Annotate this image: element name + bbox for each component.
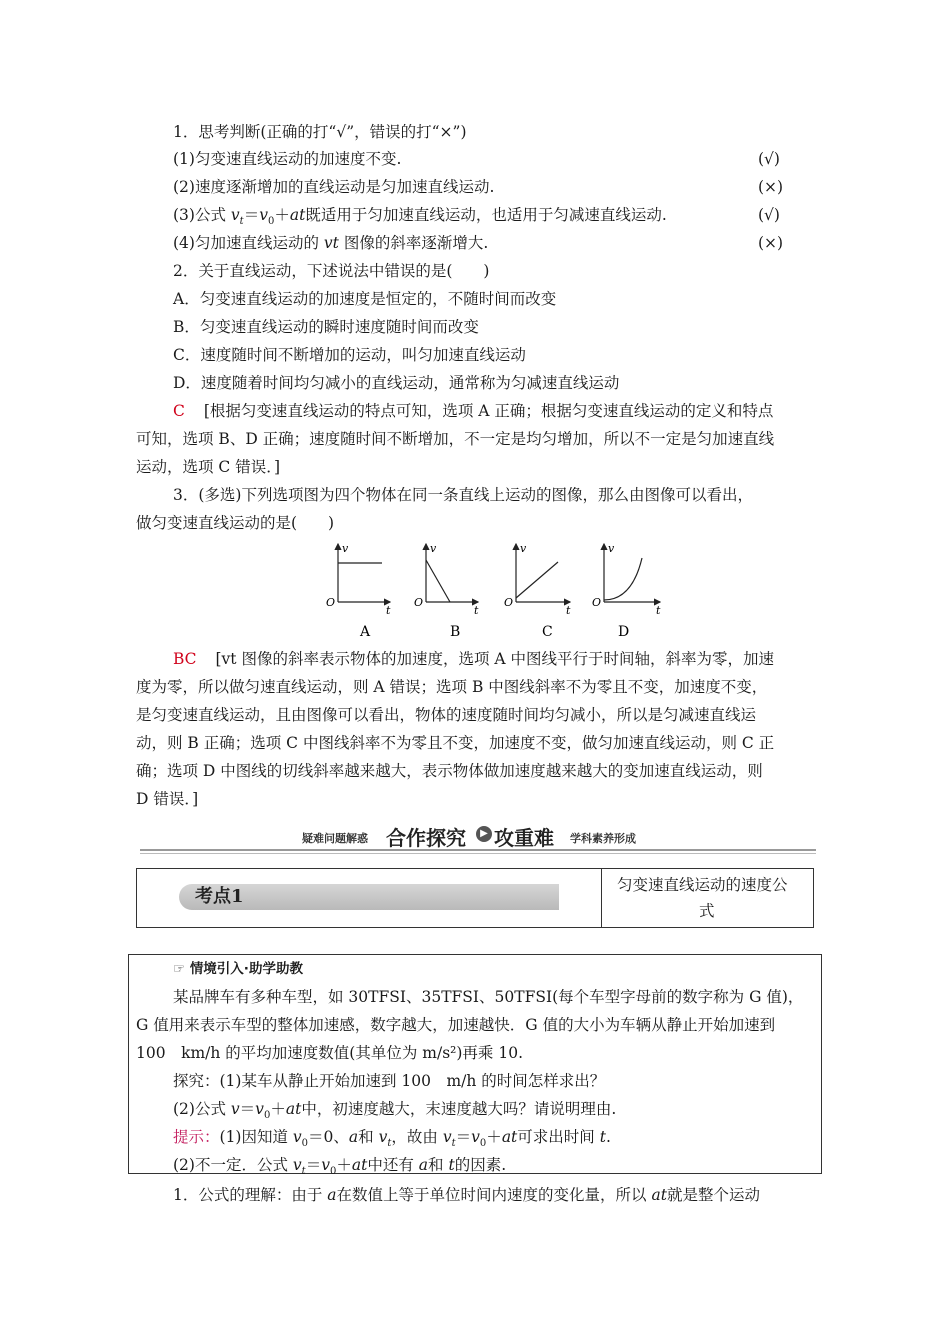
var-at: at [351, 1156, 368, 1174]
q2-answer: C [173, 402, 185, 420]
graph-d-t-label: t [656, 604, 661, 617]
graph-a-v-label: v [342, 542, 349, 555]
hint2-text-b: 中还有 [367, 1156, 419, 1174]
q2-option-a: A．匀变速直线运动的加速度是恒定的，不随时间而改变 [173, 290, 557, 308]
plus: ＋ [274, 206, 290, 224]
graph-b-t-label: t [474, 604, 479, 617]
hint1-text-a: (1)因知道 [219, 1128, 293, 1146]
var-v0: v [292, 1128, 302, 1146]
q2-option-b: B．匀变速直线运动的瞬时速度随时间而改变 [173, 318, 479, 336]
banner-title-a: 合作探究 [386, 826, 466, 850]
q3-explanation-6: D 错误．] [136, 790, 199, 808]
graph-a-t-label: t [386, 604, 391, 617]
kaodian-title-1: 匀变速直线运动的速度公 [617, 876, 788, 894]
hint2-text-c: 和 [428, 1156, 449, 1174]
var-vt: vt [323, 234, 339, 252]
q1-item-4-mark: (×) [758, 234, 784, 252]
q1-item-1-mark: (√) [758, 150, 780, 168]
var-vt: v [292, 1156, 302, 1174]
sub-t: t [387, 1138, 392, 1150]
graph-d-v-label: v [608, 542, 615, 555]
var-t: t [599, 1128, 606, 1146]
sub-t: t [239, 216, 244, 228]
q1-item-3-text-c: 既适用于匀加速直线运动，也适用于匀减速直线运动. [305, 206, 667, 224]
banner-left-text: 疑难问题解惑 [302, 832, 368, 845]
hint1-text-c: 和 [358, 1128, 379, 1146]
q1-item-4-text-b: 图像的斜率逐渐增大. [338, 234, 489, 252]
var-v0: v [259, 206, 268, 224]
var-vt: v [378, 1128, 388, 1146]
scenario-line-3: 100 km/h 的平均加速度数值(其单位为 m/s²)再乘 10. [136, 1044, 523, 1062]
last-text-c: 就是整个运动 [666, 1186, 760, 1204]
q1-item-4 [173, 232, 793, 254]
graph-d-caption: D [618, 624, 630, 640]
var-a: a [327, 1186, 337, 1204]
sub-t: t [301, 1166, 306, 1178]
q1-item-3-text-a: (3)公式 [173, 206, 231, 224]
graph-a-origin-label: O [326, 596, 336, 609]
last-text-b: 在数值上等于单位时间内速度的变化量，所以 [336, 1186, 652, 1204]
sub-0: 0 [267, 216, 275, 228]
graph-d [592, 542, 661, 617]
hand-pointer-icon: ☞ [173, 961, 186, 977]
q3-explanation-5: 确；选项 D 中图线的切线斜率越来越大，表示物体做加速度越来越大的变加速直线运动，则 [136, 762, 763, 780]
scenario-hint-1 [173, 1126, 611, 1155]
q3-explanation-3: 是匀变速直线运动，且由图像可以看出，物体的速度随时间均匀减小，所以是匀减速直线运 [136, 706, 757, 724]
graph-a-caption: A [360, 624, 371, 640]
sub-0: 0 [479, 1138, 487, 1150]
q2-explanation-2: 可知，选项 B、D 正确；速度随时间不断增加，不一定是均匀增加，所以不一定是匀加速直线 [136, 430, 775, 448]
kaodian-title-2: 式 [699, 902, 715, 920]
q1-title: 1．思考判断(正确的打“√”，错误的打“×”) [173, 123, 467, 141]
q1-item-3-mark: (√) [758, 206, 780, 224]
q2-text-a: (2)公式 [173, 1100, 231, 1118]
var-at: at [285, 1100, 302, 1118]
scenario-question-2 [173, 1098, 616, 1127]
banner-title-b: 攻重难 [494, 826, 554, 850]
graph-a [326, 542, 391, 617]
q1-item-2-text: (2)速度逐渐增加的直线运动是匀加速直线运动. [173, 178, 495, 196]
scenario-line-1: 某品牌车有多种车型，如 30TFSI、35TFSI、50TFSI(每个车型字母前的数字称为 G 值)， [173, 988, 804, 1006]
var-v: v [230, 206, 240, 224]
var-a: a [348, 1128, 359, 1146]
var-v0: v [255, 1100, 264, 1118]
hint1-text-f: . [605, 1128, 611, 1146]
hint2-text-a: (2)不一定．公式 [173, 1156, 293, 1174]
graph-b [414, 542, 479, 617]
banner-rule-top [140, 849, 816, 851]
var-v0: v [471, 1128, 480, 1146]
var-vt: v [442, 1128, 452, 1146]
equals: ＝ [305, 1156, 322, 1174]
sub-0: 0 [301, 1138, 309, 1150]
hint1-text-e: 可求出时间 [517, 1128, 600, 1146]
graph-c [504, 542, 571, 617]
var-at: at [289, 206, 306, 224]
hint1-text-d: ，故由 [391, 1128, 443, 1146]
formula-understanding [173, 1184, 760, 1206]
graph-c-caption: C [542, 624, 553, 640]
hint-label: 提示： [173, 1128, 220, 1146]
q1-item-2 [173, 176, 793, 198]
q3-explanation-1 [173, 648, 774, 670]
q3-answer: BC [173, 650, 197, 668]
banner-arrow-icon: ▶ [476, 826, 492, 842]
q3-explanation-4: 动，则 B 正确；选项 C 中图线斜率不为零且不变，加速度不变，做匀加速直线运动，则 C 正 [136, 734, 775, 752]
var-at: at [501, 1128, 518, 1146]
var-v0: v [321, 1156, 330, 1174]
kaodian-divider [601, 869, 602, 927]
sub-t: t [451, 1138, 456, 1150]
graph-c-v-label: v [520, 542, 527, 555]
sub-0: 0 [329, 1166, 337, 1178]
q2-exp-text-1: [根据匀变速直线运动的特点可知，选项 A 正确；根据匀变速直线运动的定义和特点 [203, 402, 774, 420]
equals: ＝ [243, 206, 260, 224]
banner-rule-bottom [140, 853, 816, 854]
q2-option-c: C．速度随时间不断增加的运动，叫匀加速直线运动 [173, 346, 526, 364]
plus: ＋ [486, 1128, 502, 1146]
scenario-header-text: 情境引入·助学助教 [189, 961, 303, 977]
banner-right-text: 学科素养形成 [570, 832, 636, 845]
kaodian-table [136, 868, 814, 928]
var-a: a [418, 1156, 429, 1174]
var-at: at [651, 1186, 667, 1204]
q2-explanation-3: 运动，选项 C 错误．] [136, 458, 281, 476]
section-banner [140, 820, 816, 854]
q3-stem-2: 做匀变速直线运动的是( ) [136, 514, 335, 532]
q3-graphs [320, 538, 680, 643]
graph-c-origin-label: O [504, 596, 514, 609]
q2-text-d: 中，初速度越大，末速度越大吗？请说明理由. [301, 1100, 617, 1118]
q1-item-1 [173, 148, 793, 170]
scenario-line-2: G 值用来表示车型的整体加速感，数字越大，加速越快．G 值的大小为车辆从静止开始加速到 [136, 1016, 776, 1034]
kaodian-label: 考点1 [195, 886, 244, 907]
q1-item-4-text-a: (4)匀加速直线运动的 [173, 234, 324, 252]
hint1-text-b: ＝0、 [308, 1128, 349, 1146]
equals: ＝ [455, 1128, 472, 1146]
equals: ＝ [239, 1100, 256, 1118]
q1-item-2-mark: (×) [758, 178, 784, 196]
var-t: t [448, 1156, 455, 1174]
graph-b-caption: B [450, 624, 461, 640]
graph-d-origin-label: O [592, 596, 602, 609]
plus: ＋ [336, 1156, 352, 1174]
q2-option-d: D．速度随着时间均匀减小的直线运动，通常称为匀减速直线运动 [173, 374, 620, 392]
q3-stem-1: 3．(多选)下列选项图为四个物体在同一条直线上运动的图像，那么由图像可以看出， [173, 486, 753, 504]
hint2-text-d: 的因素. [454, 1156, 507, 1174]
scenario-question-1: 探究：(1)某车从静止开始加速到 100 m/h 的时间怎样求出？ [173, 1072, 606, 1090]
q2-stem: 2．关于直线运动，下述说法中错误的是( ) [173, 262, 490, 280]
var-v: v [230, 1100, 240, 1118]
sub-0: 0 [263, 1110, 271, 1122]
q1-item-3 [173, 204, 793, 233]
q3-exp-text-1: [vt 图像的斜率表示物体的加速度，选项 A 中图线平行于时间轴，斜率为零，加速 [215, 650, 774, 668]
q3-explanation-2: 度为零，所以做匀速直线运动，则 A 错误；选项 B 中图线斜率不为零且不变，加速度不变， [136, 678, 768, 696]
scenario-header [173, 958, 303, 980]
last-text-a: 1．公式的理解：由于 [173, 1186, 328, 1204]
graph-c-t-label: t [566, 604, 571, 617]
q2-explanation-1 [173, 400, 773, 422]
graph-b-v-label: v [430, 542, 437, 555]
graph-b-origin-label: O [414, 596, 424, 609]
plus: ＋ [270, 1100, 286, 1118]
q1-item-1-text: (1)匀变速直线运动的加速度不变. [173, 150, 402, 168]
scenario-hint-2 [173, 1154, 506, 1183]
